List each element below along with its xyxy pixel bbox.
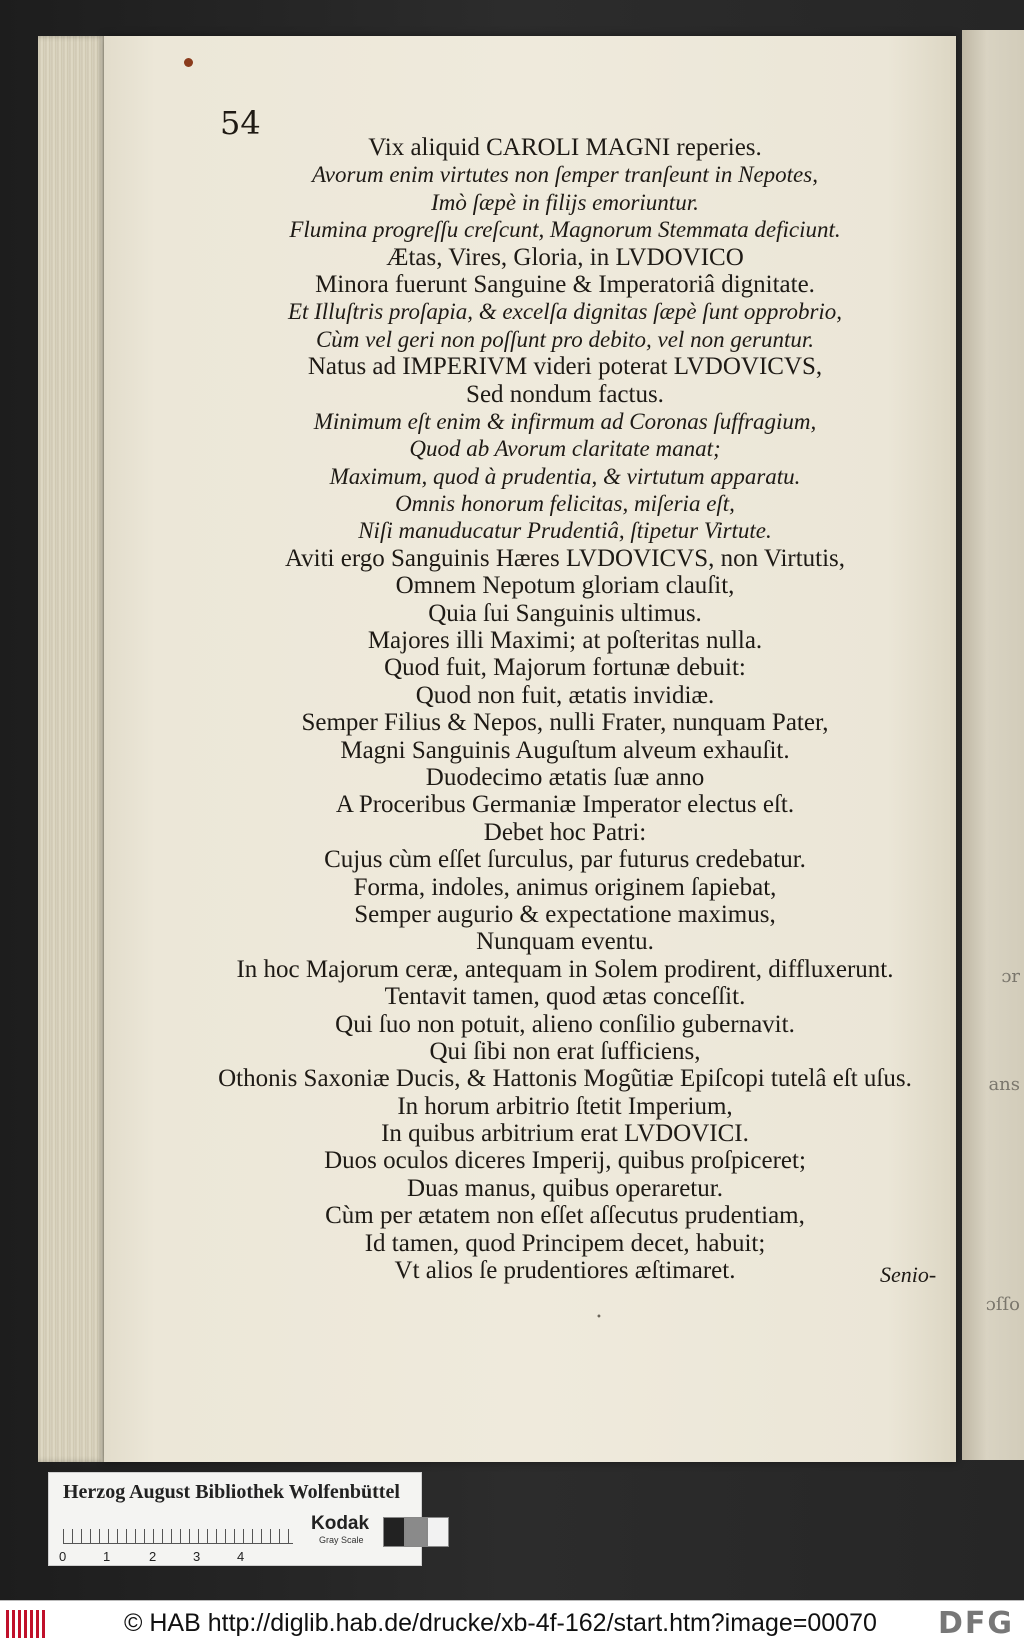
text-line: In hoc Majorum ceræ, antequam in Solem prodirent, diffluxerunt. [236,955,894,983]
ruler-number: 3 [193,1549,201,1564]
ink-spot [184,58,193,67]
text-line: Omnis honorum felicitas, miſeria eſt, [395,491,735,517]
source-url[interactable]: © HAB http://diglib.hab.de/drucke/xb-4f-162/start.htm?image=00070 [124,1609,877,1637]
text-line: In horum arbitrio ſtetit Imperium, [397,1092,733,1120]
text-line: Semper Filius & Nepos, nulli Frater, nunquam Pater, [301,709,829,737]
text-line: Et Illuſtris proſapia, & excelſa dignitas ſæpè ſunt opprobrio, [287,299,843,325]
text-line: Vt alios ſe prudentiores æſtimaret. [394,1257,736,1285]
text-line: Forma, indoles, animus originem ſapiebat, [353,873,777,901]
text-line: Tentavit tamen, quod ætas conceſſit. [384,983,746,1011]
text-line: Omnem Nepotum gloriam clauſit, [395,572,735,600]
text-line: Majores illi Maximi; at poſteritas nulla. [367,627,763,655]
gray-swatch [405,1517,427,1547]
text-line: Magni Sanguinis Auguſtum alveum exhauſit. [340,736,790,764]
footer-bar [0,1600,1024,1647]
color-reference-card [48,1472,422,1566]
text-line: Qui ſibi non erat ſufficiens, [429,1037,701,1065]
text-line: Quia ſui Sanguinis ultimus. [428,599,702,627]
text-line: Quod non fuit, ætatis invidiæ. [415,681,715,709]
text-line: Duos oculos diceres Imperij, quibus proſpiceret; [324,1147,806,1175]
ruler-number: 0 [59,1549,67,1564]
text-line: Sed nondum factus. [466,380,664,408]
scale-ruler [63,1517,293,1544]
printer-mark: • [596,1312,602,1323]
text-line: Qui ſuo non potuit, alieno conſilio gubernavit. [335,1010,795,1038]
text-line: Duodecimo ætatis ſuæ anno [425,763,705,791]
gray-swatch [427,1517,449,1547]
text-line: Imò ſæpè in filijs emoriuntur. [431,189,699,215]
text-line: Aviti ergo Sanguinis Hæres LVDOVICVS, non Virtutis, [284,544,846,572]
facing-fragment: ans [988,1074,1020,1095]
library-name: Herzog August Bibliothek Wolfenbüttel [63,1481,400,1503]
text-line: Ætas, Vires, Gloria, in LVDOVICO [386,243,744,271]
kodak-logo: Kodak [311,1513,370,1534]
text-line: Quod fuit, Majorum fortunæ debuit: [384,654,746,682]
barcode-icon [6,1610,46,1638]
facing-fragment: ɔr [1001,966,1020,987]
text-line: Natus ad IMPERIVM videri poterat LVDOVICVS, [307,353,823,381]
gray-swatch [383,1517,405,1547]
text-line: Duas manus, quibus operaretur. [407,1174,723,1202]
page-number: 54 [220,104,261,142]
text-line: Cùm vel geri non poſſunt pro debito, vel non geruntur. [315,326,815,352]
text-line: Nunquam eventu. [476,928,654,956]
text-line: Minora fuerunt Sanguine & Imperatoriâ dignitate. [315,270,815,298]
text-line: Vix aliquid CAROLI MAGNI reperies. [368,134,762,161]
text-line: Niſi manuducatur Prudentiâ, ſtipetur Virtute. [358,518,772,544]
text-line: Maximum, quod à prudentia, & virtutum apparatu. [329,463,801,489]
text-line: Quod ab Avorum claritate manat; [409,436,721,462]
page-edges [38,36,108,1462]
page-text [190,134,940,1284]
text-line: Semper augurio & expectatione maximus, [354,900,776,928]
catchword: Senio- [880,1262,937,1287]
ruler-number: 2 [149,1549,157,1564]
text-line: Flumina progreſſu creſcunt, Magnorum Stemmata deficiunt. [289,217,841,243]
text-line: Id tamen, quod Principem decet, habuit; [364,1229,766,1257]
ruler-number: 1 [103,1549,111,1564]
facing-page [962,30,1024,1460]
ruler-number: 4 [237,1549,245,1564]
kodak-subtitle: Gray Scale [319,1535,364,1545]
text-line: Cujus cùm eſſet ſurculus, par futurus credebatur. [324,846,806,874]
text-line: Othonis Saxoniæ Ducis, & Hattonis Mogũtiæ Epiſcopi tutelâ eſt uſus. [218,1065,912,1093]
facing-fragment: ɔſſo [985,1294,1020,1315]
dfg-logo: DFG [937,1606,1014,1641]
text-line: In quibus arbitrium erat LVDOVICI. [381,1120,749,1148]
text-line: Avorum enim virtutes non ſemper tranſeunt in Nepotes, [312,162,818,188]
text-line: Debet hoc Patri: [483,818,647,846]
text-line: Minimum eſt enim & infirmum ad Coronas ſuffragium, [313,408,817,434]
text-line: A Proceribus Germaniæ Imperator electus eſt. [335,791,795,819]
text-line: Cùm per ætatem non eſſet aſſecutus prudentiam, [325,1202,805,1230]
